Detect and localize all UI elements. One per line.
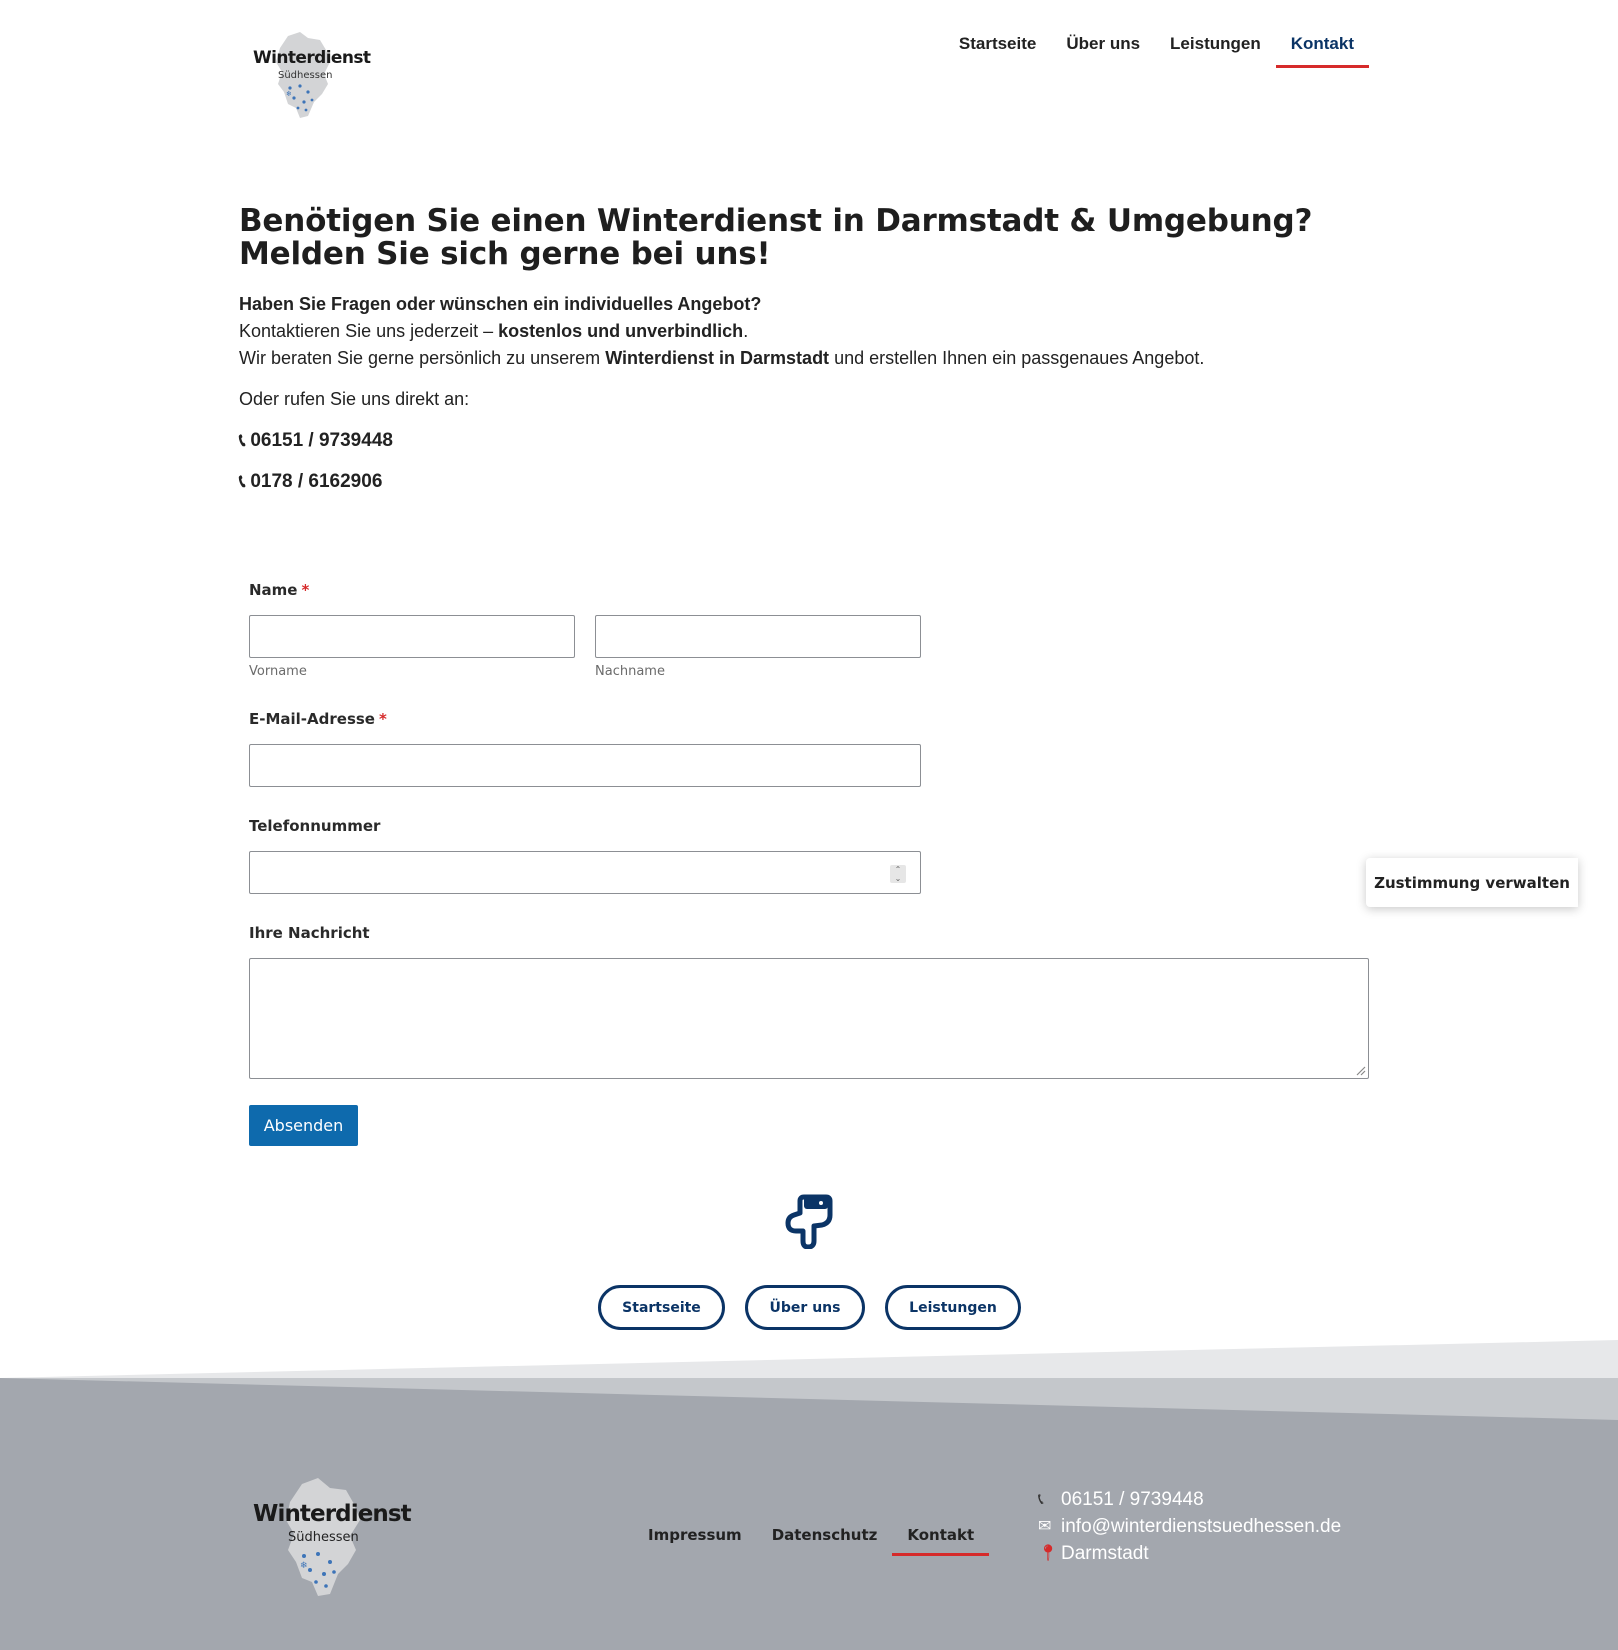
email-label-text: E-Mail-Adresse (249, 710, 375, 728)
svg-text:❄: ❄ (300, 1561, 308, 1571)
page-title (239, 205, 1359, 271)
name-label-text: Name (249, 581, 298, 599)
message-textarea[interactable] (249, 958, 1369, 1079)
bottom-button-leistungen[interactable]: Leistungen (885, 1285, 1021, 1330)
footer-phone-text: 06151 / 9739448 (1061, 1489, 1204, 1510)
footer-background-shape (0, 1330, 1618, 1650)
nav-startseite[interactable]: Startseite (958, 34, 1037, 53)
intro-advice-bold: Winterdienst in Darmstadt (605, 348, 830, 368)
intro-contact-bold: kostenlos und unverbindlich (498, 321, 744, 341)
footer-location-text: Darmstadt (1061, 1543, 1149, 1564)
resize-grip-icon[interactable] (1354, 1064, 1366, 1076)
footer-contact (1038, 1486, 1341, 1567)
phone-icon: 📞︎ (239, 471, 246, 491)
footer-nav (633, 1522, 989, 1556)
main-nav (944, 30, 1369, 68)
footer-link-impressum[interactable]: Impressum (648, 1526, 742, 1544)
phone-number-1[interactable] (239, 427, 1359, 454)
footer-logo-title: Winterdienst (253, 1501, 411, 1527)
logo-subtitle: Südhessen (278, 70, 333, 81)
name-label (249, 581, 309, 599)
page-title-line2: Melden Sie sich gerne bei uns! (239, 236, 771, 272)
phone-number-1-text: 06151 / 9739448 (250, 430, 393, 451)
contact-intro (239, 205, 1359, 495)
phone-number-2[interactable] (239, 468, 1359, 495)
call-text: Oder rufen Sie uns direkt an: (239, 389, 470, 409)
footer-link-kontakt[interactable]: Kontakt (892, 1522, 989, 1556)
consent-manage-button[interactable]: Zustimmung verwalten (1366, 858, 1578, 907)
required-mark: * (301, 581, 310, 599)
footer-link-datenschutz[interactable]: Datenschutz (771, 1526, 878, 1544)
number-spinner[interactable]: ⌃ ⌄ (890, 865, 906, 883)
site-footer (0, 1330, 1618, 1650)
envelope-icon: ✉︎ (1038, 1518, 1052, 1535)
site-logo[interactable] (250, 28, 371, 120)
phone-label: Telefonnummer (249, 817, 381, 835)
site-header (0, 0, 1618, 140)
first-name-input[interactable] (249, 615, 575, 658)
footer-location (1038, 1540, 1341, 1567)
pointing-hand-icon (784, 1193, 834, 1249)
nav-ueber-uns[interactable]: Über uns (1066, 34, 1141, 53)
required-mark: * (378, 710, 387, 728)
phone-number-2-text: 0178 / 6162906 (250, 471, 383, 492)
intro-contact-suffix: . (743, 321, 749, 341)
intro-advice-prefix: Wir beraten Sie gerne persönlich zu unserem (239, 348, 606, 368)
last-name-input[interactable] (595, 615, 921, 658)
phone-icon: 📞︎ (239, 430, 246, 450)
email-label (249, 710, 387, 728)
message-label: Ihre Nachricht (249, 924, 370, 942)
logo-title: Winterdienst (253, 48, 371, 68)
bottom-button-ueber-uns[interactable]: Über uns (745, 1285, 865, 1330)
phone-field[interactable] (249, 851, 921, 894)
page-title-line1: Benötigen Sie einen Winterdienst in Darmstadt & Umgebung? (239, 203, 1313, 239)
submit-button[interactable]: Absenden (249, 1105, 358, 1146)
last-name-sublabel: Nachname (595, 664, 665, 679)
intro-paragraph (239, 291, 1359, 372)
footer-logo-subtitle: Südhessen (288, 1530, 359, 1545)
intro-advice-suffix: und erstellen Ihnen ein passgenaues Angebot. (829, 348, 1205, 368)
phone-icon: 📞︎ (1038, 1491, 1044, 1508)
footer-email[interactable] (1038, 1513, 1341, 1540)
footer-phone[interactable] (1038, 1486, 1341, 1513)
intro-contact-prefix: Kontaktieren Sie uns jederzeit – (239, 321, 499, 341)
email-field[interactable] (249, 744, 921, 787)
footer-email-text: info@winterdienstsuedhessen.de (1061, 1516, 1342, 1537)
intro-question: Haben Sie Fragen oder wünschen ein individuelles Angebot? (239, 294, 762, 314)
svg-text:❄: ❄ (286, 90, 292, 98)
footer-logo[interactable] (250, 1474, 411, 1599)
location-pin-icon: 📍︎ (1038, 1545, 1059, 1562)
first-name-sublabel: Vorname (249, 664, 307, 679)
nav-leistungen[interactable]: Leistungen (1170, 34, 1261, 53)
nav-kontakt[interactable]: Kontakt (1276, 30, 1369, 68)
bottom-button-startseite[interactable]: Startseite (598, 1285, 725, 1330)
